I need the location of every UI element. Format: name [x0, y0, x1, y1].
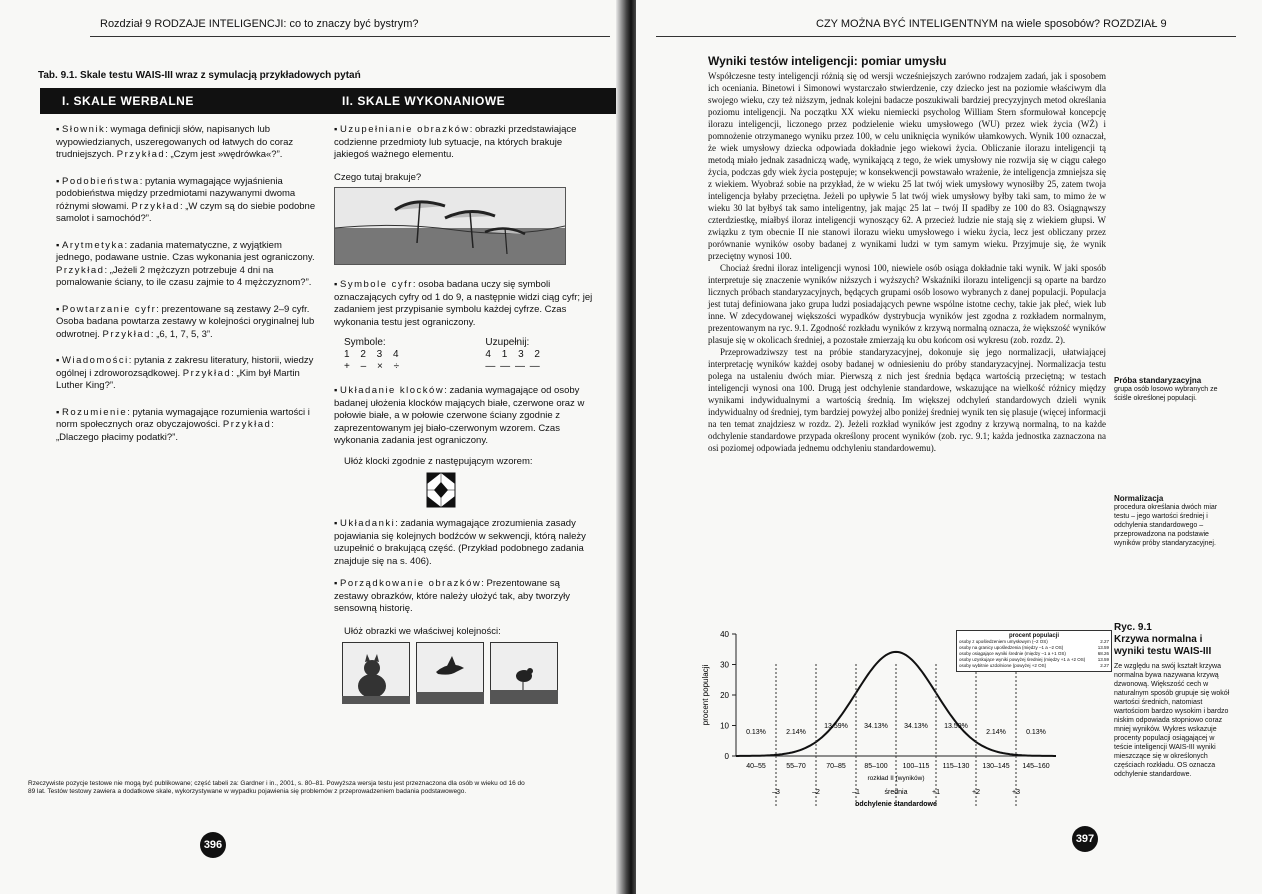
x-axis-label: odchylenie standardowe [855, 801, 937, 808]
y-tick-label: 30 [720, 660, 729, 670]
margin-note-normalization [1114, 494, 1232, 548]
performance-heading: II. SKALE WYKONANIOWE [320, 88, 624, 114]
header-rule [656, 36, 1236, 37]
verbal-item: ▪ Rozumienie: pytania wymagające rozumienia wartości i norm społecznych oraz obyczajowości. Przykład: „Dlaczego płacimy podatki?”. [56, 406, 310, 443]
perf-item: ▪ Układanie klocków: zadania wymagające od osoby badanej ułożenia klocków mających białe, czerwone oraz w połowie białe, a w połowie czerwone ściany zgodnie z zaprezentowanym jej biało-czerwonym wzorem. Czas wykonania zadania jest ograniczony. [334, 385, 585, 446]
order-instruction: Ułóż obrazki we właściwej kolejności: [344, 625, 501, 637]
sd-tick-label: +2 [972, 789, 980, 796]
figure-text: Ze względu na swój kształt krzywa normalna bywa nazywana krzywą dzwonową. Większość cech w naturalnym sposób grupuje się wokół wartości średnich, natomiast wartościom bardzo wysokim i bardzo niskim odpowiada stopniowo coraz mniej wyników. Wykres wskazuje procenty populacji osiągającej w teście inteligencji WAIS-III wyniki mieszczące się w określonych częściach rozkładu. OS oznacza odchylenie standardowe. [1114, 663, 1230, 778]
y-tick-label: 20 [720, 691, 729, 700]
header-rule [90, 36, 610, 37]
perf-item: ▪ Symbole cyfr: osoba badana uczy się symboli oznaczających cyfry od 1 do 9, a następnie widzi ciąg cyfr; jej zadaniem jest przypisanie symbolu każdej cyfrze. Czas wykonania testu jest ograniczony. [334, 279, 593, 328]
category-label: 40–55 [746, 763, 766, 770]
blocks-instruction: Ułóż klocki zgodnie z następującym wzorem: [344, 455, 533, 467]
value-label: 13.59% [944, 723, 968, 730]
page-number-right: 397 [1072, 826, 1098, 852]
fill-digits: 4 1 3 2 [485, 349, 544, 360]
symbol-marks: + – × ÷ [344, 361, 404, 372]
sd-tick-label: –1 [852, 789, 860, 796]
right-running-header: CZY MOŻNA BYĆ INTELIGENTNYM na wiele sposobów? ROZDZIAŁ 9 [816, 18, 1167, 30]
right-page [636, 0, 1262, 894]
y-axis-label: procent populacji [701, 664, 710, 726]
category-label: 100–115 [902, 763, 930, 770]
page-number-left: 396 [200, 832, 226, 858]
perf-item: ▪ Układanki: zadania wymagające zrozumienia zasady pojawiania się kolejnych bodźców w sekwencji, którą należy uzupełnić o brakującą część. (Przykład podobnego zadania znajduje się na s. 406). [334, 518, 586, 567]
y-tick-label: 10 [720, 721, 729, 731]
cat-picture-icon [342, 642, 410, 704]
figure-caption [1114, 622, 1232, 779]
note-text: grupa osób losowo wybranych ze ściśle określonej populacji. [1114, 386, 1218, 402]
verbal-item: ▪ Arytmetyka: zadania matematyczne, z wyjątkiem jednego, podawane ustnie. Czas wykonania jest ograniczony. Przykład: „Jeżeli 2 mężczyzn potrzebuje 4 dni na pomalowanie ściany, to ile czasu zajmie to 4 mężczyznom?”. [56, 239, 315, 288]
symbol-label: Symbole: [344, 337, 386, 348]
value-label: 2.14% [786, 729, 806, 736]
left-running-header: Rozdział 9 RODZAJE INTELIGENCJI: co to znaczy być bystrym? [100, 18, 419, 30]
section-title: Wyniki testów inteligencji: pomiar umysłu [708, 54, 947, 68]
x-sublabel: rozkład II (wyników) [867, 775, 925, 782]
note-title: Normalizacja [1114, 494, 1164, 503]
left-page [0, 0, 624, 894]
note-title: Próba standaryzacyjna [1114, 376, 1202, 385]
margin-note-standardization [1114, 376, 1232, 403]
value-label: 2.14% [986, 729, 1006, 736]
bird-landed-picture-icon [490, 642, 558, 704]
paragraph: Przeprowadziwszy test na próbie standaryzacyjnej, dokonuje się jego normalizacji, ułatwiającej interpretację wyników każdej osoby badanej w odniesieniu do próby standaryzacyjnej. Normalizacja testu polega na ustaleniu dwóch miar. Pierwszą z nich jest średnia będąca wartością przeciętną; w testach inteligencji wynosi ona 100. Drugą jest odchylenie standardowe, wskazujące na wielkość różnicy między wynikami indywidualnymi a wartością średnią. Im większej odchyleń standardowych dzieli wynik indywidualny od średniej, tym bardziej powyżej albo poniżej średniej wynik ten się plasuje (więcej informacji na ten temat znajdziesz w rozdz. 2). Jeżeli rozkład wyników jest zgodny z krzywą normalną, to na każde odchylenie standardowe przypada określony procent wyników (zob. ryc. 9.1; każda jednostka zaznaczona na osi poziomej odpowiada jednemu odchyleniu standardowemu). [708, 347, 1106, 453]
verbal-heading: I. SKALE WERBALNE [40, 88, 338, 114]
figure-title: Krzywa normalna i wyniki testu WAIS-III [1114, 634, 1212, 657]
chart-legend [956, 630, 1112, 672]
performance-column [334, 124, 596, 704]
value-label: 0.13% [746, 729, 766, 736]
table-caption: Tab. 9.1. Skale testu WAIS-III wraz z symulacją przykładowych pytań [38, 70, 361, 81]
story-pictures [342, 642, 596, 704]
paragraph: Chociaż średni iloraz inteligencji wynosi 100, niewiele osób osiąga dokładnie taki wynik. W jaki sposób interpretuje się znaczenie wyników niższych i wyższych? Wskaźniki ilorazu inteligencji są oparte na bardzo licznych próbach standaryzacyjnych, będących grupami osób losowo wybranych z danej populacji. Populacja jest tutaj definiowana jako grupa ludzi posiadających pewne wspólne istotne cechy, takie jak płeć, wiek lub inne. W zdecydowanej większości wypadków dystrybucja wyników jest zgodna z rozkładem normalnym, prezentowanym na ryc. 9.1. Zgodność rozkładu wyników z krzywą normalną oznacza, że większość wyników plasuje się w okolicach średniej, a pozostałe zmierzają ku obu końcom osi wykresu (zob. rozdz. 2). [708, 263, 1106, 345]
y-tick-label: 40 [720, 630, 729, 639]
bird-flying-picture-icon [416, 642, 484, 704]
missing-question: Czego tutaj brakuje? [334, 171, 422, 183]
legend-row: osoby na granicy upośledzenia (między –1 a –2 OS) 13.59 [959, 645, 1109, 650]
sd-tick-label: średnia [884, 789, 908, 796]
value-label: 34.13% [864, 723, 888, 730]
legend-row: osoby uzyskujące wyniki powyżej średniej (między +1 a +2 OS) 13.59 [959, 657, 1109, 662]
category-label: 130–145 [982, 763, 1010, 770]
category-label: 145–160 [1022, 763, 1050, 770]
symbol-task [344, 337, 544, 373]
value-label: 34.13% [904, 723, 928, 730]
body-text [708, 70, 1106, 454]
legend-title: procent populacji [1008, 633, 1059, 639]
category-label: 115–130 [942, 763, 970, 770]
beach-picture [334, 187, 566, 265]
paragraph: Współczesne testy inteligencji różnią się od wersji wcześniejszych zarówno rodzajem zadań, jak i sposobem ich oceniania. Binetowi i Simonowi wystarczało stwierdzenie, czy dziecko jest na poziomie właściwym dla swojego wieku, czy też niższym, jednak kolejni badacze poszukiwali bardziej precyzyjnych metod określania poziomu inteligencji. Na początku XX wieku niemiecki psycholog William Stern sformułował koncepcję ilorazu inteligencji, liczonego przez podzielenie wieku umysłowego (WU) przez wiek życia (WŻ) i pomnożenie otrzymanego wyniku przez 100, w celu uniknięcia wyników ułamkowych. Wynik 100 oznaczał, że wiek umysłowy dziecka odpowiada dokładnie jego wiekowi życia. Obliczanie ilorazu inteligencji tą metodą miało jednak zasadniczą wadę, wynikającą z tego, że wiek umysłowy nie rozwija się w ciągu całego życia, podczas gdy wiek życia postępuje; w konsekwencji powstawało wrażenie, że inteligencja zmniejsza się z wiekiem. Wyobraź sobie na przykład, że w wieku 25 lat twój wiek umysłowy wynosiłby 25, zatem twoja inteligencja byłaby przeciętna. Jeżeli po upływie 5 lat twój wiek umysłowy byłby taki sam, to mimo że w wieku 30 lat byłbyś tak samo inteligentny, jak mając 25 lat – twój II spadłby ze 100 do 83. Osiągnąwszy czterdziestkę, miałbyś iloraz inteligencji wynoszący 62. A przecież ludzie nie stają się z wiekiem głupsi. W związku z tym obecnie II nie stanowi ilorazu wieku umysłowego i wieku życia, lecz jest obliczany przez porównanie wyników osoby badanej z wynikami ludzi w tym samym wieku. Przyjmuje się, że wynik przeciętny wynosi 100. [708, 71, 1106, 261]
sd-tick-label: –2 [812, 789, 820, 796]
note-text: procedura określania dwóch miar testu – jego wartości średniej i odchylenia standardowego – przeprowadzona na podstawie wyników próby standaryzacyjnej. [1114, 504, 1218, 547]
category-label: 70–85 [826, 763, 846, 770]
symbol-digits: 1 2 3 4 [344, 349, 403, 360]
value-label: 13.59% [824, 723, 848, 730]
beach-umbrellas-illustration [335, 188, 565, 264]
value-label: 0.13% [1026, 729, 1046, 736]
y-tick-label: 0 [724, 752, 729, 761]
legend-row: osoby wybitnie uzdolnione (powyżej +2 OS) 2.27 [959, 663, 1109, 668]
sd-tick-label: –3 [772, 789, 780, 796]
category-label: 55–70 [786, 763, 806, 770]
fill-label: Uzupełnij: [485, 337, 530, 348]
figure-label: Ryc. 9.1 [1114, 622, 1152, 633]
verbal-column [56, 124, 318, 458]
fill-blanks: — — — — [485, 361, 541, 372]
category-label: 85–100 [864, 763, 888, 770]
verbal-item: ▪ Podobieństwa: pytania wymagające wyjaśnienia podobieństwa między przedmiotami nazywanymi dwoma różnymi słowami. Przykład: „W czym są do siebie podobne samolot i samochód?”. [56, 175, 316, 224]
verbal-item: ▪ Powtarzanie cyfr: prezentowane są zestawy 2–9 cyfr. Osoba badana powtarza zestawy w kolejności oryginalnej lub odwrotnej. Przykład: „6, 1, 7, 5, 3”. [56, 303, 315, 340]
table-footnote: Rzeczywiste pozycje testowe nie mogą być publikowane; część tabeli za: Gardner i in., 2001, s. 80–81. Powyższa wersja testu jest przeznaczona dla osób w wieku od 16 do 89 lat. Testów testowy zawiera a dodatkowe skale, wykorzystywane w wypadku pojawienia się problemów z przeprowadzeniem badania podstawowego. [28, 780, 525, 795]
verbal-item: ▪ Słownik: wymaga definicji słów, napisanych lub wypowiedzianych, uszeregowanych od łatwych do coraz trudniejszych. Przykład: „Czym jest »wędrówka«?”. [56, 124, 294, 160]
legend-row: osoby osiągające wyniki średnie (między –1 a +1 OS) 68.26 [959, 651, 1109, 656]
perf-item: ▪ Uzupełnianie obrazków: obrazki przedstawiające codzienne przedmioty lub sytuacje, na których brakuje jakiegoś ważnego elementu. [334, 124, 577, 160]
sd-tick-label: +1 [932, 789, 940, 796]
sd-tick-label: +3 [1012, 789, 1020, 796]
legend-row: osoby z upośledzeniem umysłowym (–2 OS) 2.27 [959, 639, 1109, 644]
perf-item: ▪ Porządkowanie obrazków: Prezentowane są zestawy obrazków, które należy ułożyć tak, aby tworzyły sensowną historię. [334, 578, 571, 614]
verbal-item: ▪ Wiadomości: pytania z zakresu literatury, historii, wiedzy ogólnej i zdroworozsądkowej. Przykład: „Kim był Martin Luther King?”. [56, 355, 314, 391]
block-pattern-icon [426, 472, 456, 508]
